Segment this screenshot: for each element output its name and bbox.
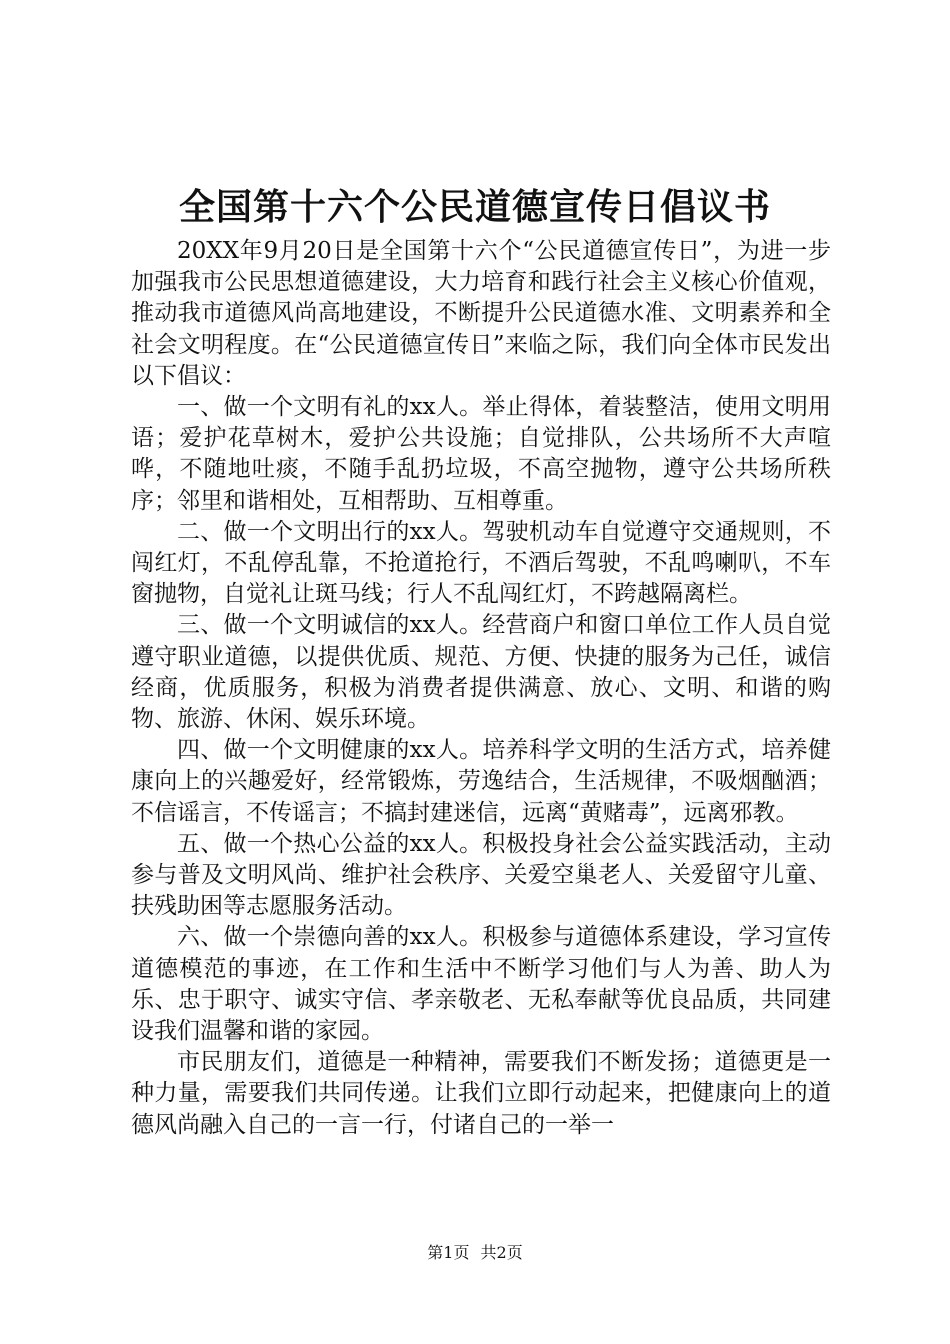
document-title: 全国第十六个公民道德宣传日倡议书 — [178, 187, 771, 228]
proposal-paragraph-2: 二、做一个文明出行的xx人。驾驶机动车自觉遵守交通规则，不闯红灯，不乱停乱靠，不抢道抢行，不酒后驾驶，不乱鸣喇叭，不车窗抛物，自觉礼让斑马线；行人不乱闯红灯，不跨越隔离栏。 — [131, 518, 831, 608]
proposal-paragraph-1: 一、做一个文明有礼的xx人。举止得体，着装整洁，使用文明用语；爱护花草树木，爱护公共设施；自觉排队，公共场所不大声喧哗，不随地吐痰，不随手乱扔垃圾，不高空抛物，遵守公共场所秩序；邻里和谐相处，互相帮助、互相尊重。 — [131, 394, 831, 514]
proposal-paragraph-5: 五、做一个热心公益的xx人。积极投身社会公益实践活动，主动参与普及文明风尚、维护社会秩序、关爱空巢老人、关爱留守儿童、扶残助困等志愿服务活动。 — [131, 830, 831, 920]
proposal-paragraph-4: 四、做一个文明健康的xx人。培养科学文明的生活方式，培养健康向上的兴趣爱好，经常锻炼，劳逸结合，生活规律，不吸烟酗酒；不信谣言，不传谣言；不搞封建迷信，远离“黄赌毒”，远离邪教。 — [131, 737, 831, 826]
proposal-paragraph-3: 三、做一个文明诚信的xx人。经营商户和窗口单位工作人员自觉遵守职业道德，以提供优质、规范、方便、快捷的服务为己任，诚信经商，优质服务，积极为消费者提供满意、放心、文明、和谐的购物、旅游、休闲、娱乐环境。 — [131, 612, 831, 733]
page-number: 第1页 — [427, 1243, 470, 1262]
document-body — [131, 236, 831, 1141]
intro-paragraph: 20XX年9月20日是全国第十六个“公民道德宣传日”，为进一步加强我市公民思想道德建设，大力培育和践行社会主义核心价值观，推动我市道德风尚高地建设，不断提升公民道德水准、文明素养和全社会文明程度。在“公民道德宣传日”来临之际，我们向全体市民发出以下倡议： — [131, 238, 831, 389]
proposal-paragraph-6: 六、做一个崇德向善的xx人。积极参与道德体系建设，学习宣传道德模范的事迹，在工作和生活中不断学习他们与人为善、助人为乐、忠于职守、诚实守信、孝亲敬老、无私奉献等优良品质，共同建设我们温馨和谐的家园。 — [131, 924, 831, 1045]
page-footer — [0, 1242, 950, 1264]
page-total: 共2页 — [480, 1243, 523, 1262]
closing-paragraph: 市民朋友们，道德是一种精神，需要我们不断发扬；道德更是一种力量，需要我们共同传递。让我们立即行动起来，把健康向上的道德风尚融入自己的一言一行，付诸自己的一举一 — [131, 1049, 831, 1138]
